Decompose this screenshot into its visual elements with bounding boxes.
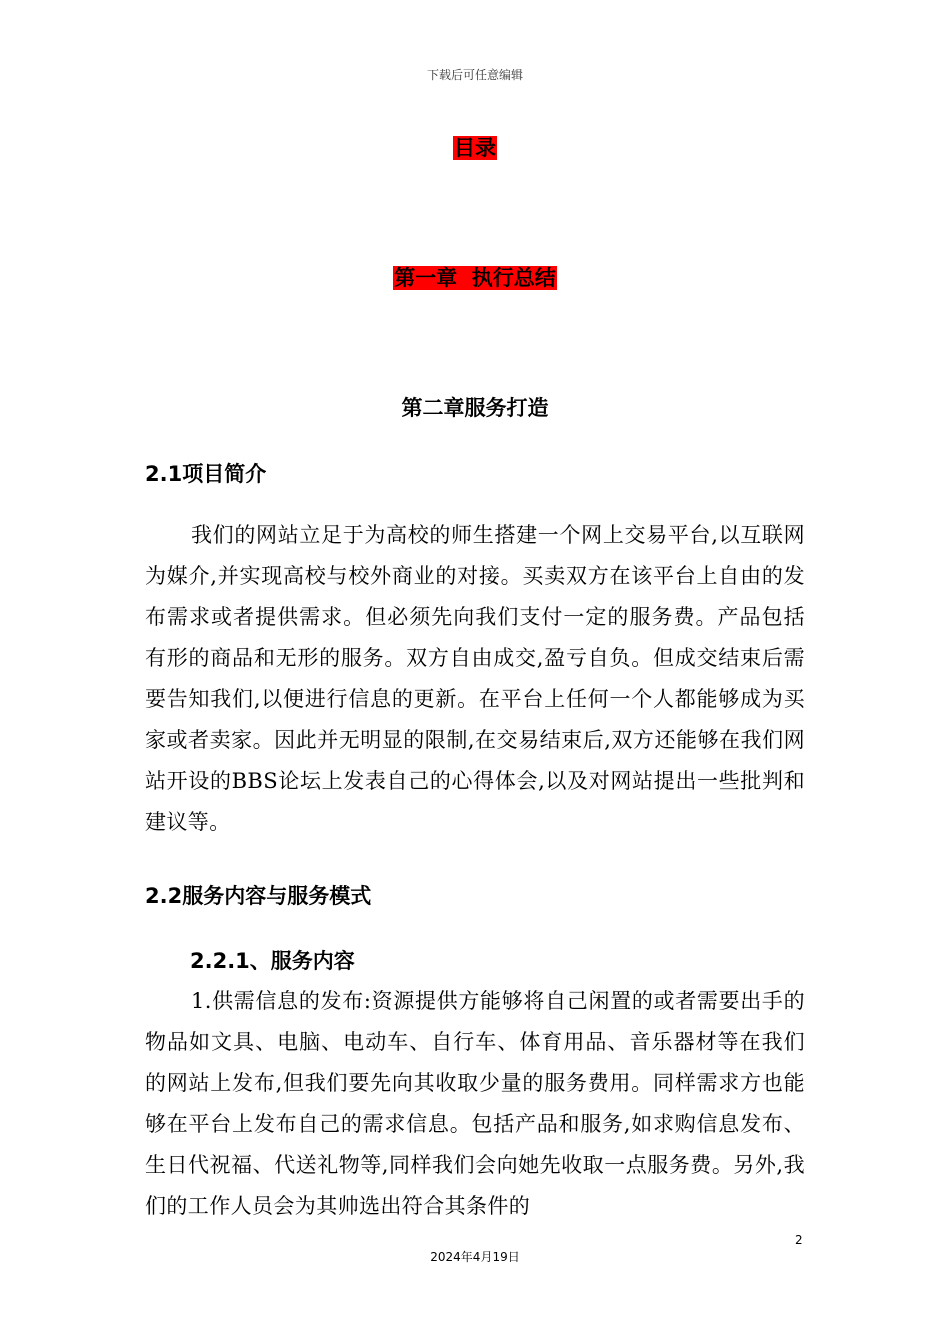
section-2-1-paragraph: 我们的网站立足于为高校的师生搭建一个网上交易平台,以互联网为媒介,并实现高校与校外商业的对接。买卖双方在该平台上自由的发布需求或者提供需求。但必须先向我们支付一定的服务费。产品包括有形的商品和无形的服务。双方自由成交,盈亏自负。但成交结束后需要告知我们,以便进行信息的更新。在平台上任何一个人都能够成为买家或者卖家。因此并无明显的限制,在交易结束后,双方还能够在我们网站开设的BBS论坛上发表自己的心得体会,以及对网站提出一些批判和建议等。	[145, 523, 805, 834]
section-2-2-1-heading: 2.2.1、服务内容	[190, 949, 355, 973]
section-2-1-heading: 2.1项目简介	[145, 462, 267, 486]
toc-title	[0, 132, 950, 162]
toc-title-text: 目录	[454, 136, 496, 160]
footer-date: 2024年4月19日	[430, 1250, 520, 1264]
section-2-2-heading: 2.2服务内容与服务模式	[145, 884, 372, 908]
header-note: 下载后可任意编辑	[426, 68, 523, 82]
section-2-2-1-paragraph: 1.供需信息的发布:资源提供方能够将自己闲置的或者需要出手的物品如文具、电脑、电动车、自行车、体育用品、音乐器材等在我们的网站上发布,但我们要先向其收取少量的服务费用。同样需求方也能够在平台上发布自己的需求信息。包括产品和服务,如求购信息发布、生日代祝福、代送礼物等,同样我们会向她先收取一点服务费。另外,我们的工作人员会为其帅选出符合其条件的	[145, 989, 805, 1218]
chapter2-title: 第二章服务打造	[401, 396, 549, 420]
chapter1-title-text: 第一章 执行总结	[394, 266, 556, 290]
chapter1-title	[0, 262, 950, 292]
page-number: 2	[795, 1233, 803, 1247]
